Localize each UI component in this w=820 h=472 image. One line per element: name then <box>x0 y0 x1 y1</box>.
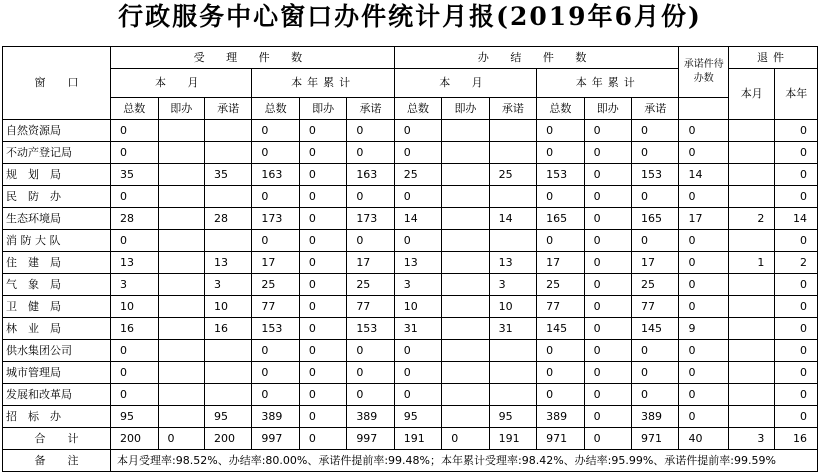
window-name: 发展和改革局 <box>3 384 111 406</box>
table-row <box>3 384 818 406</box>
table-cell: 14 <box>775 208 818 230</box>
window-name: 生态环境局 <box>3 208 111 230</box>
col-total-header: 总数 <box>252 98 299 120</box>
table-cell: 0 <box>679 142 728 164</box>
note-label: 备 注 <box>3 450 111 472</box>
table-cell: 31 <box>394 318 441 340</box>
table-cell: 77 <box>537 296 584 318</box>
returned-year-header: 本年 <box>775 69 818 120</box>
table-cell: 0 <box>632 120 679 142</box>
table-cell <box>489 340 536 362</box>
col-promised-header: 承诺 <box>632 98 679 120</box>
table-cell: 0 <box>299 318 346 340</box>
note-text: 本月受理率:98.52%、办结率:80.00%、承诺件提前率:99.48%；本年累计受理率:98.42%、办结率:95.99%、承诺件提前率:99.59% <box>111 450 818 472</box>
table-cell: 0 <box>537 186 584 208</box>
table-cell: 0 <box>442 428 489 450</box>
table-cell <box>158 318 204 340</box>
table-cell: 17 <box>252 252 299 274</box>
table-cell: 25 <box>489 164 536 186</box>
table-cell <box>158 120 204 142</box>
table-cell <box>489 120 536 142</box>
table-cell: 9 <box>679 318 728 340</box>
table-cell: 40 <box>679 428 728 450</box>
table-cell: 0 <box>632 142 679 164</box>
table-cell: 13 <box>394 252 441 274</box>
table-cell: 971 <box>632 428 679 450</box>
table-cell: 0 <box>632 362 679 384</box>
table-cell: 17 <box>537 252 584 274</box>
table-cell <box>728 340 774 362</box>
table-cell: 28 <box>204 208 251 230</box>
window-name: 住 建 局 <box>3 252 111 274</box>
table-cell: 0 <box>252 186 299 208</box>
completed-year-header: 本年累计 <box>537 69 679 98</box>
table-cell: 10 <box>204 296 251 318</box>
table-cell: 0 <box>584 318 631 340</box>
table-cell <box>204 384 251 406</box>
table-cell <box>158 340 204 362</box>
table-cell: 0 <box>584 252 631 274</box>
table-cell: 0 <box>632 384 679 406</box>
table-cell <box>158 230 204 252</box>
table-cell: 17 <box>632 252 679 274</box>
table-cell: 3 <box>489 274 536 296</box>
table-cell: 997 <box>252 428 299 450</box>
table-cell: 25 <box>394 164 441 186</box>
table-cell <box>728 186 774 208</box>
col-immediate-header: 即办 <box>158 98 204 120</box>
table-cell: 389 <box>347 406 394 428</box>
table-row <box>3 252 818 274</box>
table-cell: 0 <box>394 230 441 252</box>
table-cell <box>442 230 489 252</box>
table-cell <box>158 252 204 274</box>
table-cell: 0 <box>775 318 818 340</box>
pending-header: 承诺件待办数 <box>679 47 728 98</box>
table-cell: 0 <box>347 120 394 142</box>
table-cell <box>442 384 489 406</box>
table-cell: 163 <box>347 164 394 186</box>
table-cell: 0 <box>584 340 631 362</box>
table-cell <box>158 406 204 428</box>
col-promised-header: 承诺 <box>204 98 251 120</box>
table-row <box>3 362 818 384</box>
table-cell: 0 <box>584 230 631 252</box>
table-cell: 145 <box>632 318 679 340</box>
header-row-3 <box>3 98 818 120</box>
returned-month-header: 本月 <box>728 69 774 120</box>
table-cell: 0 <box>111 384 158 406</box>
table-cell <box>489 230 536 252</box>
table-cell <box>442 274 489 296</box>
table-cell: 0 <box>299 406 346 428</box>
table-cell: 163 <box>252 164 299 186</box>
table-cell: 10 <box>489 296 536 318</box>
table-cell <box>158 296 204 318</box>
table-cell: 0 <box>679 406 728 428</box>
table-cell: 997 <box>347 428 394 450</box>
table-cell: 145 <box>537 318 584 340</box>
table-cell: 35 <box>204 164 251 186</box>
table-cell <box>728 406 774 428</box>
table-cell <box>728 230 774 252</box>
table-cell: 173 <box>347 208 394 230</box>
table-cell: 0 <box>584 362 631 384</box>
table-cell: 0 <box>252 362 299 384</box>
accepted-group-header: 受 理 件 数 <box>111 47 395 69</box>
table-cell: 0 <box>347 186 394 208</box>
table-cell: 10 <box>111 296 158 318</box>
table-cell: 3 <box>111 274 158 296</box>
table-cell <box>442 296 489 318</box>
window-name: 供水集团公司 <box>3 340 111 362</box>
table-cell: 0 <box>537 230 584 252</box>
table-cell: 389 <box>537 406 584 428</box>
table-cell: 0 <box>347 142 394 164</box>
table-cell: 0 <box>299 142 346 164</box>
table-cell: 153 <box>632 164 679 186</box>
table-cell: 0 <box>584 142 631 164</box>
col-total-header: 总数 <box>394 98 441 120</box>
table-row <box>3 142 818 164</box>
table-cell <box>204 362 251 384</box>
table-cell: 0 <box>679 274 728 296</box>
table-cell: 0 <box>299 384 346 406</box>
table-cell: 25 <box>347 274 394 296</box>
table-cell: 25 <box>537 274 584 296</box>
table-cell: 0 <box>679 230 728 252</box>
window-name: 林 业 局 <box>3 318 111 340</box>
table-cell <box>489 142 536 164</box>
table-cell <box>489 186 536 208</box>
table-body <box>3 47 818 472</box>
table-cell: 0 <box>679 362 728 384</box>
table-cell: 0 <box>252 384 299 406</box>
accepted-month-header: 本 月 <box>111 69 252 98</box>
table-cell <box>204 340 251 362</box>
table-cell: 0 <box>111 340 158 362</box>
table-cell: 0 <box>775 340 818 362</box>
table-cell <box>489 384 536 406</box>
table-cell: 200 <box>111 428 158 450</box>
table-cell <box>204 230 251 252</box>
table-cell: 13 <box>204 252 251 274</box>
col-immediate-header: 即办 <box>442 98 489 120</box>
table-cell <box>442 362 489 384</box>
note-row <box>3 450 818 472</box>
table-cell <box>728 142 774 164</box>
table-cell: 0 <box>347 384 394 406</box>
table-row <box>3 186 818 208</box>
window-name: 规 划 局 <box>3 164 111 186</box>
table-row <box>3 208 818 230</box>
table-cell: 0 <box>679 340 728 362</box>
table-cell: 3 <box>204 274 251 296</box>
table-row <box>3 296 818 318</box>
window-name: 不动产登记局 <box>3 142 111 164</box>
table-cell: 0 <box>111 186 158 208</box>
table-cell: 0 <box>679 384 728 406</box>
table-cell: 0 <box>299 252 346 274</box>
table-cell <box>442 186 489 208</box>
table-cell: 0 <box>111 362 158 384</box>
table-cell: 0 <box>252 120 299 142</box>
table-cell: 971 <box>537 428 584 450</box>
table-cell: 95 <box>204 406 251 428</box>
table-cell <box>728 296 774 318</box>
total-row <box>3 428 818 450</box>
table-cell: 0 <box>537 362 584 384</box>
table-cell <box>158 164 204 186</box>
table-cell: 95 <box>394 406 441 428</box>
table-cell: 14 <box>679 164 728 186</box>
table-cell: 0 <box>584 428 631 450</box>
table-cell: 0 <box>394 384 441 406</box>
table-cell <box>442 208 489 230</box>
table-cell: 0 <box>584 384 631 406</box>
col-total-header: 总数 <box>537 98 584 120</box>
total-label: 合 计 <box>3 428 111 450</box>
table-row <box>3 274 818 296</box>
table-cell: 389 <box>252 406 299 428</box>
table-cell: 0 <box>584 296 631 318</box>
table-cell: 200 <box>204 428 251 450</box>
table-cell: 0 <box>394 142 441 164</box>
table-cell: 95 <box>111 406 158 428</box>
table-cell <box>728 362 774 384</box>
table-cell: 0 <box>299 164 346 186</box>
table-row <box>3 340 818 362</box>
table-cell <box>442 406 489 428</box>
window-name: 消 防 大 队 <box>3 230 111 252</box>
table-cell: 0 <box>537 340 584 362</box>
table-cell <box>442 120 489 142</box>
table-cell: 16 <box>111 318 158 340</box>
table-cell: 0 <box>584 186 631 208</box>
table-cell <box>728 120 774 142</box>
table-cell: 0 <box>775 120 818 142</box>
window-header: 窗 口 <box>3 47 111 120</box>
table-cell: 3 <box>394 274 441 296</box>
table-cell <box>442 164 489 186</box>
table-cell <box>728 164 774 186</box>
window-name: 自然资源局 <box>3 120 111 142</box>
table-cell: 165 <box>537 208 584 230</box>
table-cell: 0 <box>394 362 441 384</box>
table-cell: 0 <box>299 296 346 318</box>
table-cell <box>442 142 489 164</box>
table-row <box>3 406 818 428</box>
table-cell: 13 <box>489 252 536 274</box>
table-cell: 0 <box>111 230 158 252</box>
table-cell: 0 <box>679 120 728 142</box>
window-name: 民 防 办 <box>3 186 111 208</box>
table-cell: 0 <box>584 208 631 230</box>
table-cell <box>489 362 536 384</box>
table-cell: 17 <box>679 208 728 230</box>
table-cell <box>158 186 204 208</box>
table-cell: 0 <box>111 120 158 142</box>
table-cell: 0 <box>299 230 346 252</box>
table-cell: 389 <box>632 406 679 428</box>
table-cell: 0 <box>632 230 679 252</box>
table-cell: 25 <box>252 274 299 296</box>
table-cell: 14 <box>489 208 536 230</box>
table-cell: 191 <box>394 428 441 450</box>
table-cell: 153 <box>347 318 394 340</box>
table-cell: 0 <box>775 296 818 318</box>
table-cell: 0 <box>775 164 818 186</box>
table-cell: 0 <box>775 362 818 384</box>
table-cell: 191 <box>489 428 536 450</box>
table-cell: 153 <box>252 318 299 340</box>
table-cell: 0 <box>299 274 346 296</box>
table-cell: 0 <box>775 186 818 208</box>
table-cell <box>204 142 251 164</box>
table-cell <box>158 208 204 230</box>
table-cell: 0 <box>347 340 394 362</box>
table-cell: 0 <box>537 142 584 164</box>
table-cell: 0 <box>679 296 728 318</box>
table-row <box>3 318 818 340</box>
page-title: 行政服务中心窗口办件统计月报(2019年6月份) <box>118 2 702 31</box>
col-promised-header: 承诺 <box>347 98 394 120</box>
table-cell: 77 <box>347 296 394 318</box>
table-cell <box>204 120 251 142</box>
table-cell: 0 <box>775 406 818 428</box>
table-row <box>3 120 818 142</box>
table-cell: 28 <box>111 208 158 230</box>
table-cell <box>204 186 251 208</box>
table-cell: 13 <box>111 252 158 274</box>
table-cell: 95 <box>489 406 536 428</box>
table-cell: 0 <box>775 230 818 252</box>
table-cell: 16 <box>775 428 818 450</box>
table-row <box>3 164 818 186</box>
table-cell: 153 <box>537 164 584 186</box>
table-cell: 31 <box>489 318 536 340</box>
table-cell: 0 <box>632 340 679 362</box>
table-cell: 10 <box>394 296 441 318</box>
returned-header: 退件 <box>728 47 817 69</box>
table-cell: 0 <box>537 120 584 142</box>
table-cell <box>158 384 204 406</box>
table-cell: 0 <box>584 164 631 186</box>
table-cell: 0 <box>299 428 346 450</box>
table-cell: 0 <box>679 252 728 274</box>
table-cell: 0 <box>537 384 584 406</box>
statistics-table <box>2 46 818 472</box>
table-cell: 0 <box>252 142 299 164</box>
table-cell: 0 <box>775 274 818 296</box>
table-cell: 0 <box>775 384 818 406</box>
table-cell: 0 <box>158 428 204 450</box>
table-cell: 0 <box>394 186 441 208</box>
table-cell: 0 <box>299 208 346 230</box>
table-cell <box>728 274 774 296</box>
table-cell: 0 <box>679 186 728 208</box>
window-name: 气 象 局 <box>3 274 111 296</box>
window-name: 招 标 办 <box>3 406 111 428</box>
table-cell <box>728 384 774 406</box>
table-cell: 0 <box>299 120 346 142</box>
table-row <box>3 230 818 252</box>
col-total-header: 总数 <box>111 98 158 120</box>
table-cell: 0 <box>584 274 631 296</box>
table-cell <box>442 340 489 362</box>
table-cell: 77 <box>632 296 679 318</box>
table-cell: 0 <box>252 230 299 252</box>
col-promised-header: 承诺 <box>489 98 536 120</box>
accepted-year-header: 本年累计 <box>252 69 394 98</box>
table-cell: 3 <box>728 428 774 450</box>
table-cell <box>728 318 774 340</box>
table-cell: 14 <box>394 208 441 230</box>
table-cell <box>442 318 489 340</box>
table-cell <box>442 252 489 274</box>
table-cell: 0 <box>632 186 679 208</box>
table-cell: 0 <box>775 142 818 164</box>
table-cell: 25 <box>632 274 679 296</box>
table-cell: 0 <box>347 362 394 384</box>
table-cell: 77 <box>252 296 299 318</box>
table-cell: 0 <box>584 406 631 428</box>
table-cell <box>158 274 204 296</box>
completed-group-header: 办 结 件 数 <box>394 47 679 69</box>
window-name: 城市管理局 <box>3 362 111 384</box>
col-immediate-header: 即办 <box>584 98 631 120</box>
table-cell: 2 <box>775 252 818 274</box>
table-cell: 165 <box>632 208 679 230</box>
table-cell: 0 <box>394 340 441 362</box>
table-cell: 1 <box>728 252 774 274</box>
table-cell: 0 <box>347 230 394 252</box>
table-cell: 0 <box>111 142 158 164</box>
table-cell: 2 <box>728 208 774 230</box>
table-cell: 0 <box>299 186 346 208</box>
table-cell <box>158 142 204 164</box>
table-cell: 173 <box>252 208 299 230</box>
table-cell: 17 <box>347 252 394 274</box>
table-cell: 0 <box>299 362 346 384</box>
col-immediate-header: 即办 <box>299 98 346 120</box>
table-cell: 0 <box>394 120 441 142</box>
completed-month-header: 本 月 <box>394 69 536 98</box>
table-cell: 0 <box>252 340 299 362</box>
table-cell: 35 <box>111 164 158 186</box>
table-cell: 16 <box>204 318 251 340</box>
header-row-1 <box>3 47 818 69</box>
window-name: 卫 健 局 <box>3 296 111 318</box>
table-cell: 0 <box>299 340 346 362</box>
table-cell: 0 <box>584 120 631 142</box>
table-cell <box>158 362 204 384</box>
